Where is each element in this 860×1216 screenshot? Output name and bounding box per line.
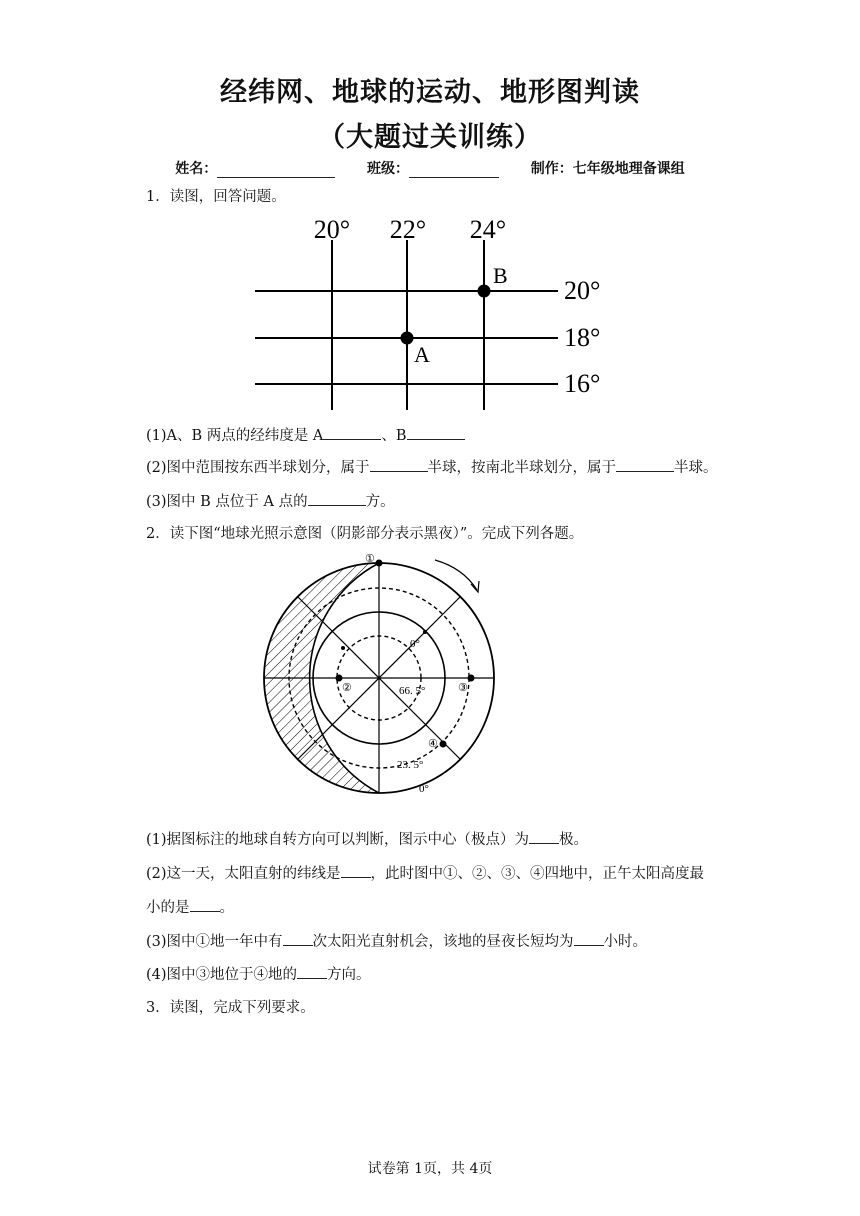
page-footer: 试卷第 1页，共 4页 [367, 1161, 493, 1177]
answer-blank[interactable] [574, 930, 604, 946]
rotation-arrow [435, 560, 477, 590]
point-b-label: B [493, 263, 508, 288]
lat-mid-label: 23. 5° [397, 759, 424, 771]
class-label: 班级： [367, 161, 409, 177]
q2-sub4: (4)图中③地位于④地的 方向。 [146, 963, 371, 985]
answer-blank[interactable] [616, 456, 674, 472]
answer-blank[interactable] [341, 862, 371, 878]
lat-label: 16° [564, 369, 601, 398]
grid-dot [341, 646, 345, 650]
q1-stem: 1．读图，回答问题。 [146, 189, 286, 205]
answer-blank[interactable] [407, 424, 465, 440]
q1-sub1: (1)A、B 两点的经纬度是 A 、B [146, 424, 465, 446]
point-3-marker [468, 675, 475, 682]
q1-graticule-figure [240, 210, 620, 415]
student-info-row [0, 158, 860, 178]
q3-stem: 3．读图，完成下列要求。 [146, 1000, 315, 1016]
page-subtitle: （大题过关训练） [318, 122, 542, 153]
q2-sub2-cont: 小的是 。 [146, 896, 234, 918]
answer-blank[interactable] [297, 963, 327, 979]
answer-blank[interactable] [370, 456, 428, 472]
answer-blank[interactable] [308, 490, 366, 506]
q1-sub3: (3)图中 B 点位于 A 点的 方。 [146, 490, 395, 512]
q2-sub3: (3)图中①地一年中有 次太阳光直射机会，该地的昼夜长短均为 小时。 [146, 930, 647, 952]
lon-label: 24° [469, 215, 507, 244]
point-b-marker [478, 285, 491, 298]
q2-sub2: (2)这一天，太阳直射的纬线是 ，此时图中①、②、③、④四地中，正午太阳高度最 [146, 862, 704, 884]
answer-blank[interactable] [529, 828, 559, 844]
grid-dot [423, 630, 427, 634]
point-2-marker [336, 675, 343, 682]
page-title: 经纬网、地球的运动、地形图判读 [220, 77, 640, 108]
q2-illumination-figure [255, 548, 505, 798]
point-4-marker [440, 741, 447, 748]
name-label: 姓名： [175, 161, 218, 177]
maker-label: 制作：七年级地理备课组 [530, 161, 685, 177]
point-2-label: ② [342, 682, 352, 694]
lat-inner-label: 66. 5° [399, 685, 426, 697]
answer-blank[interactable] [323, 424, 381, 440]
lon-label: 20° [313, 215, 351, 244]
lon-label: 22° [389, 215, 427, 244]
lat-outer-label: 0° [419, 783, 429, 795]
point-3-label: ③ [458, 682, 468, 694]
point-a-label: A [414, 342, 430, 367]
point-4-label: ④ [428, 738, 438, 750]
q2-sub1: (1)据图标注的地球自转方向可以判断，图示中心（极点）为 极。 [146, 828, 588, 850]
point-a-marker [401, 332, 414, 345]
lat-label: 18° [564, 323, 601, 352]
point-1-marker [376, 560, 383, 567]
q2-stem: 2．读下图“地球光照示意图（阴影部分表示黑夜）”。完成下列各题。 [146, 526, 584, 542]
answer-blank[interactable] [283, 930, 313, 946]
name-blank[interactable] [217, 163, 335, 178]
q1-sub2: (2)图中范围按东西半球划分，属于 半球，按南北半球划分，属于 半球。 [146, 456, 718, 478]
lat-label: 20° [564, 276, 601, 305]
point-1-label: ① [365, 553, 375, 565]
meridian-label: 0° [410, 638, 420, 650]
answer-blank[interactable] [190, 896, 220, 912]
class-blank[interactable] [409, 163, 499, 178]
